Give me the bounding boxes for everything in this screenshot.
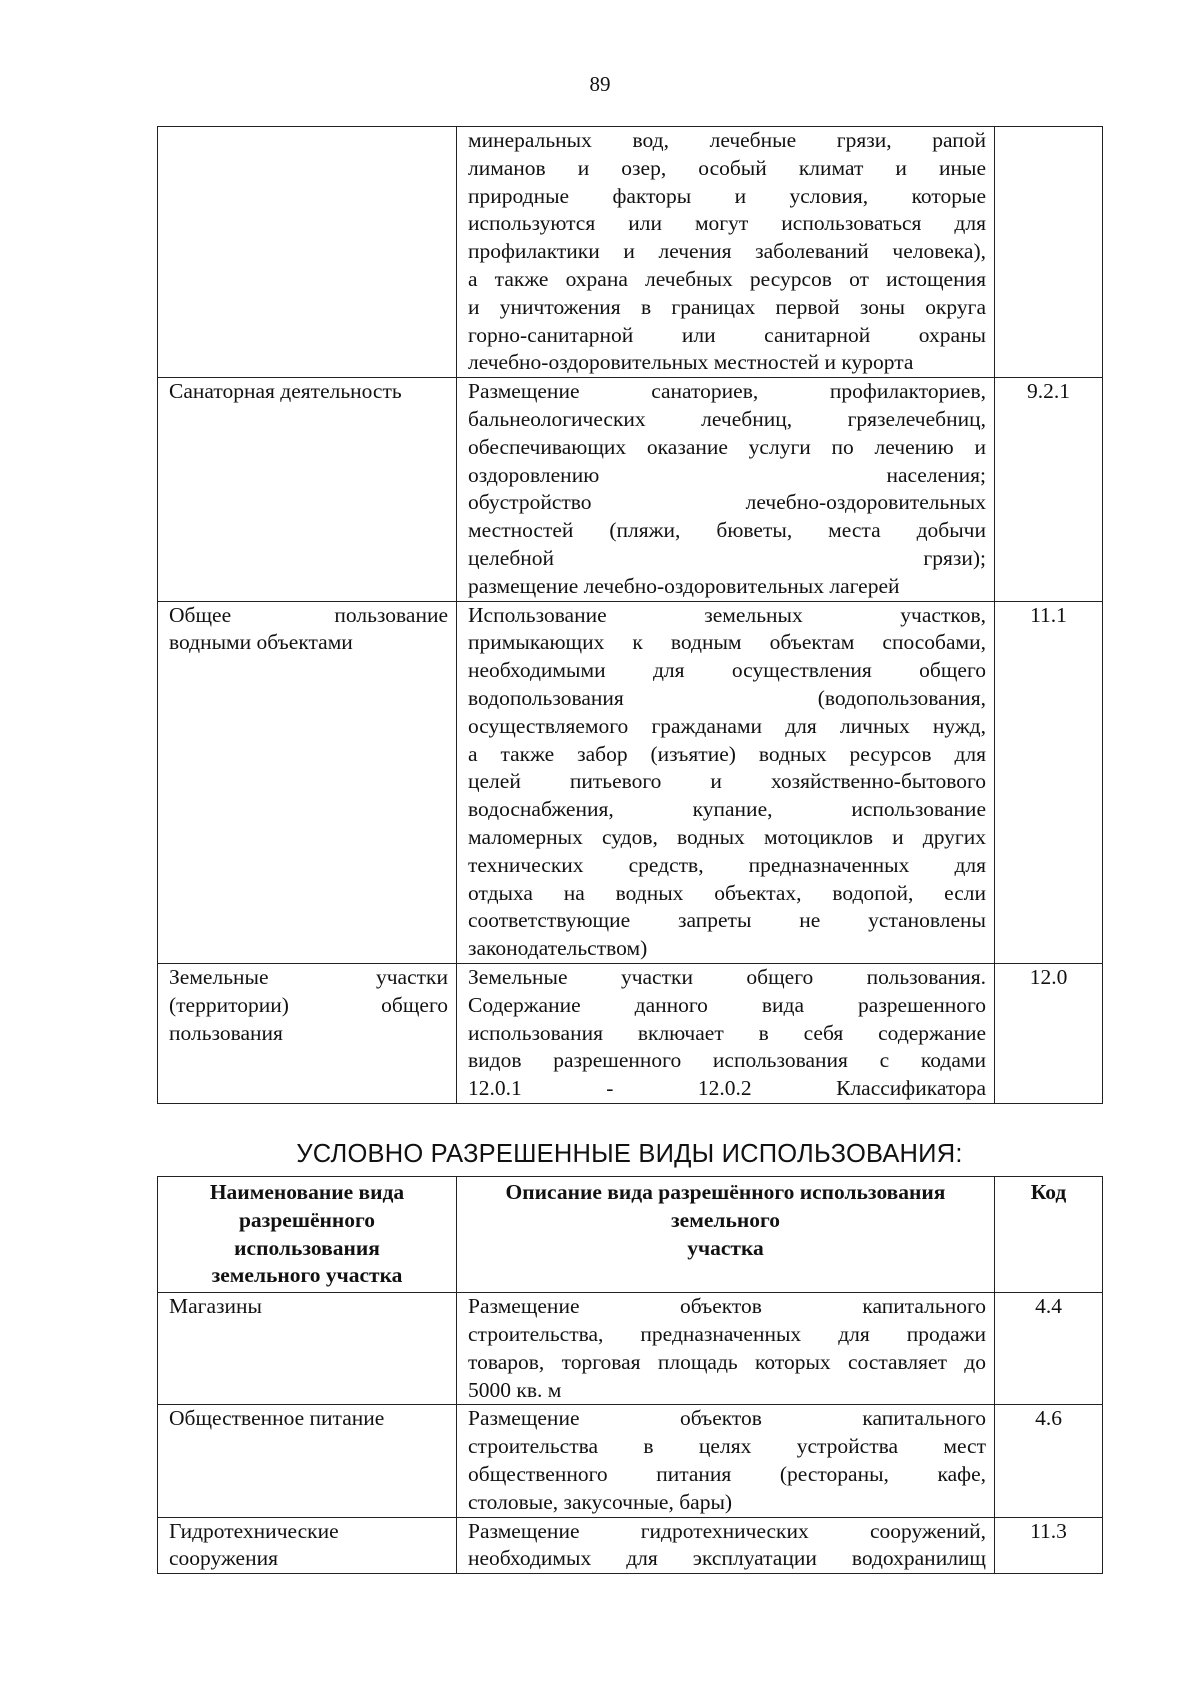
text-line: целебной грязи); bbox=[468, 545, 986, 570]
text-line: лиманов и озер, особый климат и иные bbox=[468, 155, 986, 180]
permitted-uses-table-continued bbox=[157, 126, 1103, 1104]
use-description-cell bbox=[457, 1293, 995, 1405]
text-line: строительства, предназначенных для продажи bbox=[468, 1321, 986, 1346]
use-name-cell bbox=[158, 963, 457, 1103]
text-line: водопользования (водопользования, bbox=[468, 685, 986, 710]
table-row bbox=[158, 963, 1103, 1103]
use-name-cell bbox=[158, 127, 457, 378]
text-line: используются или могут использоваться для bbox=[468, 211, 986, 236]
text-line: осуществляемого гражданами для личных нужд, bbox=[468, 713, 986, 738]
text-line: земельного участка bbox=[211, 1263, 403, 1288]
text-line: Земельные участки общего пользования. bbox=[468, 964, 986, 989]
text-line: водными объектами bbox=[169, 630, 353, 655]
text-line: столовые, закусочные, бары) bbox=[468, 1489, 733, 1514]
text-line: Гидротехнические bbox=[169, 1518, 339, 1543]
text-line: технических средств, предназначенных для bbox=[468, 852, 986, 877]
text-line: необходимыми для осуществления общего bbox=[468, 658, 986, 683]
text-line: минеральных вод, лечебные грязи, рапой bbox=[468, 128, 986, 152]
table-row bbox=[158, 127, 1103, 378]
use-code-cell: 11.3 bbox=[995, 1517, 1103, 1574]
text-line: Размещение санаториев, профилакториев, bbox=[468, 379, 986, 404]
text-line: примыкающих к водным объектам способами, bbox=[468, 630, 986, 655]
text-line: сооружения bbox=[169, 1546, 278, 1571]
use-description-cell bbox=[457, 601, 995, 963]
text-line: использования включает в себя содержание bbox=[468, 1020, 986, 1045]
text-line: необходимых для эксплуатации водохранилищ bbox=[468, 1546, 986, 1571]
text-line: профилактики и лечения заболеваний человека), bbox=[468, 239, 986, 264]
text-line: пользования bbox=[169, 1020, 283, 1045]
text-line: использования bbox=[234, 1235, 380, 1260]
text-line: товаров, торговая площадь которых составляет до bbox=[468, 1349, 986, 1374]
text-line: отдыха на водных объектах, водопой, если bbox=[468, 880, 986, 905]
table-row bbox=[158, 1405, 1103, 1517]
section-heading-conditional-uses: УСЛОВНО РАЗРЕШЕННЫЕ ВИДЫ ИСПОЛЬЗОВАНИЯ: bbox=[296, 1140, 963, 1168]
text-line: Магазины bbox=[169, 1294, 262, 1319]
text-line: Код bbox=[1030, 1180, 1067, 1204]
table-row bbox=[158, 601, 1103, 963]
use-code-cell bbox=[995, 127, 1103, 378]
use-name-cell bbox=[158, 1293, 457, 1405]
use-code-cell: 4.4 bbox=[995, 1293, 1103, 1405]
text-line: целей питьевого и хозяйственно-бытового bbox=[468, 769, 986, 794]
text-line: Размещение объектов капитального bbox=[468, 1294, 986, 1319]
table-row bbox=[158, 1517, 1103, 1574]
text-line: законодательством) bbox=[468, 936, 648, 961]
text-line: горно-санитарной или санитарной охраны bbox=[468, 322, 986, 347]
page-number: 89 bbox=[589, 72, 611, 96]
text-line: лечебно-оздоровительных местностей и курорта bbox=[468, 350, 914, 375]
text-line: Общественное питание bbox=[169, 1406, 385, 1431]
use-code-cell: 4.6 bbox=[995, 1405, 1103, 1517]
use-name-cell bbox=[158, 1405, 457, 1517]
use-code-cell: 12.0 bbox=[995, 963, 1103, 1103]
use-description-cell bbox=[457, 1405, 995, 1517]
text-line: местностей (пляжи, бюветы, места добычи bbox=[468, 518, 986, 543]
text-line: общественного питания (рестораны, кафе, bbox=[468, 1461, 986, 1486]
header-description bbox=[457, 1177, 995, 1293]
table-row bbox=[158, 378, 1103, 601]
table-body bbox=[158, 1293, 1103, 1574]
text-line: (территории) общего bbox=[169, 992, 448, 1017]
text-line: размещение лечебно-оздоровительных лагерей bbox=[468, 573, 900, 598]
text-line: Описание вида разрешённого использования bbox=[505, 1180, 946, 1204]
text-line: Использование земельных участков, bbox=[468, 602, 986, 627]
header-name bbox=[158, 1177, 457, 1293]
text-line: маломерных судов, водных мотоциклов и других bbox=[468, 824, 986, 849]
text-line: Санаторная деятельность bbox=[169, 379, 402, 404]
text-line: участка bbox=[687, 1235, 764, 1260]
table-body bbox=[158, 127, 1103, 1104]
use-code-cell: 9.2.1 bbox=[995, 378, 1103, 601]
use-name-cell bbox=[158, 378, 457, 601]
use-description-cell bbox=[457, 963, 995, 1103]
text-line: бальнеологических лечебниц, грязелечебниц, bbox=[468, 406, 986, 431]
text-line: природные факторы и условия, которые bbox=[468, 183, 986, 208]
text-line: обеспечивающих оказание услуги по лечению и bbox=[468, 434, 986, 459]
text-line: Земельные участки bbox=[169, 964, 448, 989]
text-line: и уничтожения в границах первой зоны округа bbox=[468, 294, 986, 319]
text-line: Общее пользование bbox=[169, 602, 448, 627]
use-description-cell bbox=[457, 1517, 995, 1574]
text-line: строительства в целях устройства мест bbox=[468, 1434, 986, 1459]
conditional-uses-table bbox=[157, 1176, 1103, 1574]
text-line: соответствующие запреты не установлены bbox=[468, 908, 986, 933]
text-line: видов разрешенного использования с кодами bbox=[468, 1048, 986, 1073]
use-code-cell: 11.1 bbox=[995, 601, 1103, 963]
use-name-cell bbox=[158, 1517, 457, 1574]
text-line: земельного bbox=[671, 1207, 780, 1232]
text-line: 12.0.1 - 12.0.2 Классификатора bbox=[468, 1076, 986, 1101]
table-header-row bbox=[158, 1177, 1103, 1293]
text-line: а также забор (изъятие) водных ресурсов для bbox=[468, 741, 986, 766]
text-line: Размещение объектов капитального bbox=[468, 1406, 986, 1431]
text-line: Наименование вида bbox=[209, 1180, 405, 1204]
use-description-cell bbox=[457, 127, 995, 378]
text-line: 5000 кв. м bbox=[468, 1377, 562, 1402]
text-line: а также охрана лечебных ресурсов от истощения bbox=[468, 266, 986, 291]
text-line: оздоровлению населения; bbox=[468, 462, 986, 487]
text-line: Содержание данного вида разрешенного bbox=[468, 992, 986, 1017]
table-row bbox=[158, 1293, 1103, 1405]
text-line: обустройство лечебно-оздоровительных bbox=[468, 490, 986, 515]
text-line: Размещение гидротехнических сооружений, bbox=[468, 1518, 986, 1543]
text-line: водоснабжения, купание, использование bbox=[468, 797, 986, 822]
use-description-cell bbox=[457, 378, 995, 601]
use-name-cell bbox=[158, 601, 457, 963]
text-line: разрешённого bbox=[238, 1207, 376, 1232]
header-code bbox=[995, 1177, 1103, 1293]
